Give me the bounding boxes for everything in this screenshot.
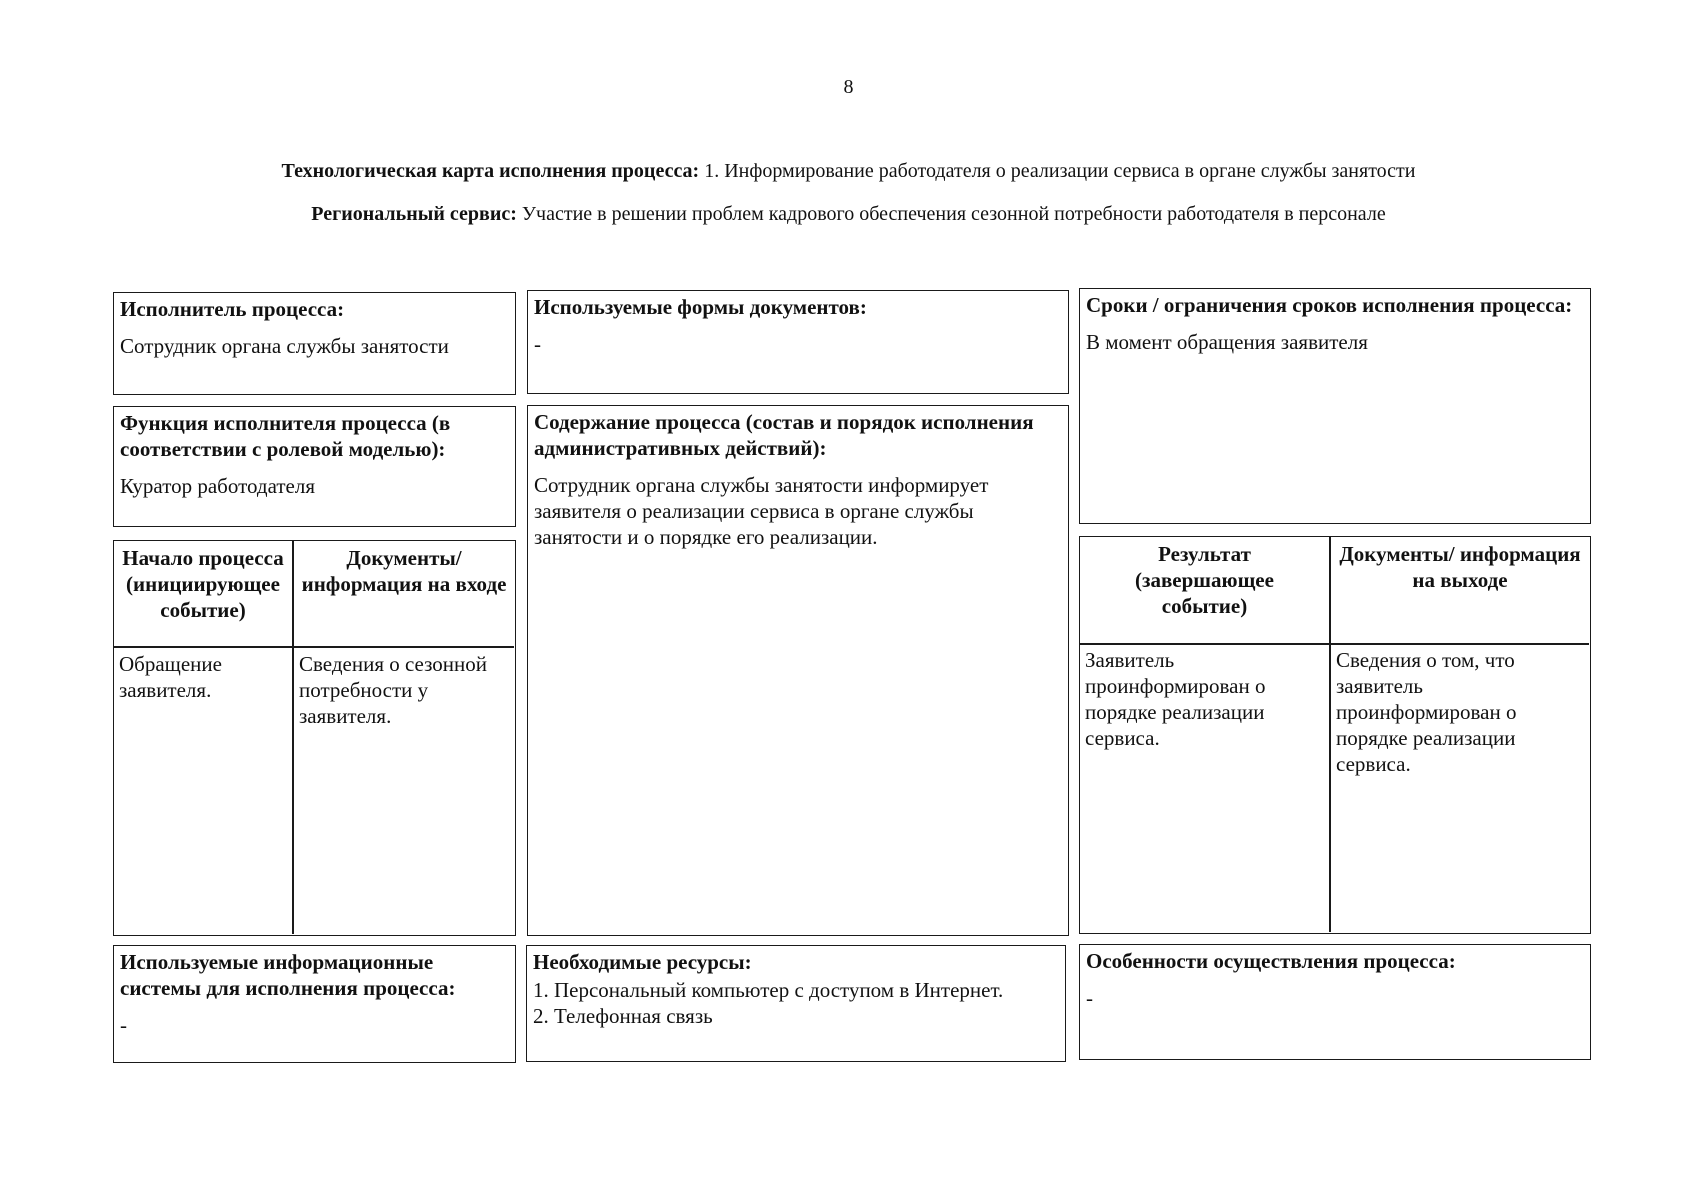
input-documents-header: Документы/ информация на входе — [301, 546, 507, 596]
document-forms-value: - — [534, 332, 541, 356]
output-table — [1079, 536, 1591, 934]
document-forms-box — [527, 290, 1069, 394]
process-features-box — [1079, 944, 1591, 1060]
regional-service-value: Участие в решении проблем кадрового обеспечения сезонной потребности работодателя в персонале — [521, 203, 1386, 225]
output-documents-header: Документы/ информация на выходе — [1339, 542, 1581, 592]
info-systems-heading: Используемые информационные системы для исполнения процесса: — [120, 950, 456, 1000]
executor-heading: Исполнитель процесса: — [120, 297, 345, 321]
process-map-title — [0, 158, 1697, 184]
process-start-header: Начало процесса (инициирующее событие) — [122, 546, 284, 622]
executor-box — [113, 292, 516, 395]
executor-function-heading: Функция исполнителя процесса (в соответствии с ролевой моделью): — [120, 411, 451, 461]
regional-service-title — [0, 201, 1697, 227]
process-content-value: Сотрудник органа службы занятости информирует заявителя о реализации сервиса в органе службы занятости и о порядке его реализации. — [534, 473, 989, 549]
page-number: 8 — [843, 76, 854, 98]
process-content-heading: Содержание процесса (состав и порядок исполнения административных действий): — [534, 410, 1034, 460]
deadlines-value: В момент обращения заявителя — [1086, 330, 1368, 354]
process-features-heading: Особенности осуществления процесса: — [1086, 949, 1456, 973]
process-content-box — [527, 405, 1069, 936]
resources-box — [526, 945, 1066, 1062]
process-features-value: - — [1086, 986, 1093, 1010]
executor-function-value: Куратор работодателя — [120, 474, 315, 498]
output-documents-value: Сведения о том, что заявитель проинформирован о порядке реализации сервиса. — [1336, 648, 1517, 776]
resources-item-1: 1. Персональный компьютер с доступом в Интернет. — [533, 978, 1004, 1002]
info-systems-box — [113, 945, 516, 1063]
resources-item-2: 2. Телефонная связь — [533, 1004, 713, 1028]
input-documents-value: Сведения о сезонной потребности у заявителя. — [299, 652, 488, 728]
process-map-label: Технологическая карта исполнения процесса: — [281, 160, 700, 182]
input-table — [113, 540, 516, 936]
regional-service-label: Региональный сервис: — [311, 203, 517, 225]
result-header: Результат (завершающее событие) — [1135, 542, 1274, 618]
info-systems-value: - — [120, 1013, 127, 1037]
deadlines-heading: Сроки / ограничения сроков исполнения процесса: — [1086, 293, 1573, 317]
resources-heading: Необходимые ресурсы: — [533, 950, 752, 974]
executor-function-box — [113, 406, 516, 527]
process-start-value: Обращение заявителя. — [119, 652, 222, 702]
deadlines-box — [1079, 288, 1591, 524]
executor-value: Сотрудник органа службы занятости — [120, 334, 449, 358]
result-value: Заявитель проинформирован о порядке реализации сервиса. — [1085, 648, 1266, 750]
process-map-value: 1. Информирование работодателя о реализации сервиса в органе службы занятости — [704, 160, 1416, 182]
document-forms-heading: Используемые формы документов: — [534, 295, 867, 319]
